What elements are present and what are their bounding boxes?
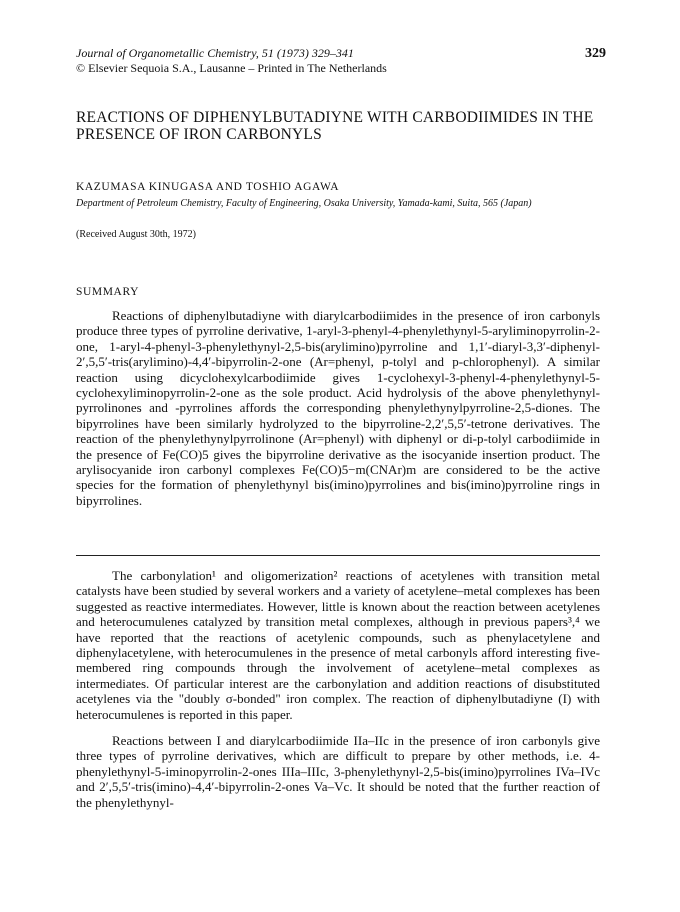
received-date: (Received August 30th, 1972)	[76, 229, 196, 240]
section-divider	[76, 555, 600, 556]
article-title: REACTIONS OF DIPHENYLBUTADIYNE WITH CARBODIIMIDES IN THE PRESENCE OF IRON CARBONYLS	[76, 109, 594, 143]
body-paragraph-2: Reactions between I and diarylcarbodiimide IIa–IIc in the presence of iron carbonyls give three types of pyrroline derivatives, which are difficult to prepare by other methods, i.e. 4-phenylethynyl-5-iminopyrrolin-2-ones IIIa–IIIc, 3-phenylethynyl-2,5-bis(imino)pyrrolines IVa–IVc and 2′,5,5′-tris(imino)-4,4′-bipyrrolin-2-ones Va–Vc. It should be noted that the further reaction of the phenylethynyl-	[76, 733, 600, 810]
body-paragraph-1: The carbonylation¹ and oligomerization² reactions of acetylenes with transition metal catalysts have been studied by several workers and a variety of acetylene–metal complexes has been suggested as reactive intermediates. However, little is known about the reaction between acetylenes and heterocumulenes catalyzed by transition metal complexes, although in previous papers³,⁴ we have reported that the reactions of acetylenic compounds, such as phenylacetylene and diphenylacetylene, with heterocumulenes in the presence of metal carbonyls afford interesting five-membered ring compounds through the involvement of acetylene–metal complexes as intermediates. Of particular interest are the carbonylation and addition reactions of disubstituted acetylenes via the "doubly σ-bonded" iron complex. The reaction of diphenylbutadiyne (I) with heterocumulenes is reported in this paper.	[76, 568, 600, 722]
running-header	[76, 46, 606, 76]
summary-heading: SUMMARY	[76, 286, 139, 298]
summary-paragraph: Reactions of diphenylbutadiyne with diarylcarbodiimides in the presence of iron carbonyls produce three types of pyrroline derivative, 1-aryl-3-phenyl-4-phenylethynyl-5-aryliminopyrrolin-2-one, 1-aryl-4-phenyl-3-phenylethynyl-2,5-bis(arylimino)pyrroline and 1,1′-diaryl-3,3′-diphenyl-2′,5,5′-tris(arylimino)-4,4′-bipyrrolin-2-one (Ar=phenyl, p-tolyl and p-chlorophenyl). A similar reaction using dicyclohexylcarbodiimide gives 1-cyclohexyl-3-phenyl-4-phenylethynyl-5-cyclohexyliminopyrrolin-2-one as the sole product. Acid hydrolysis of the above phenylethynyl-pyrrolinones and -pyrrolines affords the corresponding phenylethynylpyrroline-2,5-diones. The bipyrrolines have been similarly hydrolyzed to the bipyrroline-2,2′,5,5′-tetrone derivatives. The reaction of the phenylethynylpyrrolinone (Ar=phenyl) with diphenyl or di-p-tolyl carbodiimide in the presence of Fe(CO)5 gives the bipyrroline derivative as the isocyanide insertion product. The arylisocyanide iron carbonyl complexes Fe(CO)5−m(CNAr)m are considered to be the active species for the formation of phenylethynyl bis(imino)pyrrolines and bis(imino)pyrroline rings in bipyrrolines.	[76, 308, 600, 508]
publisher-line: © Elsevier Sequoia S.A., Lausanne – Printed in The Netherlands	[76, 61, 387, 75]
page-number: 329	[585, 46, 606, 61]
journal-citation: Journal of Organometallic Chemistry, 51 (1973) 329–341	[76, 46, 354, 60]
affiliation: Department of Petroleum Chemistry, Faculty of Engineering, Osaka University, Yamada-kami, Suita, 565 (Japan)	[76, 198, 532, 209]
authors: KAZUMASA KINUGASA AND TOSHIO AGAWA	[76, 181, 340, 193]
